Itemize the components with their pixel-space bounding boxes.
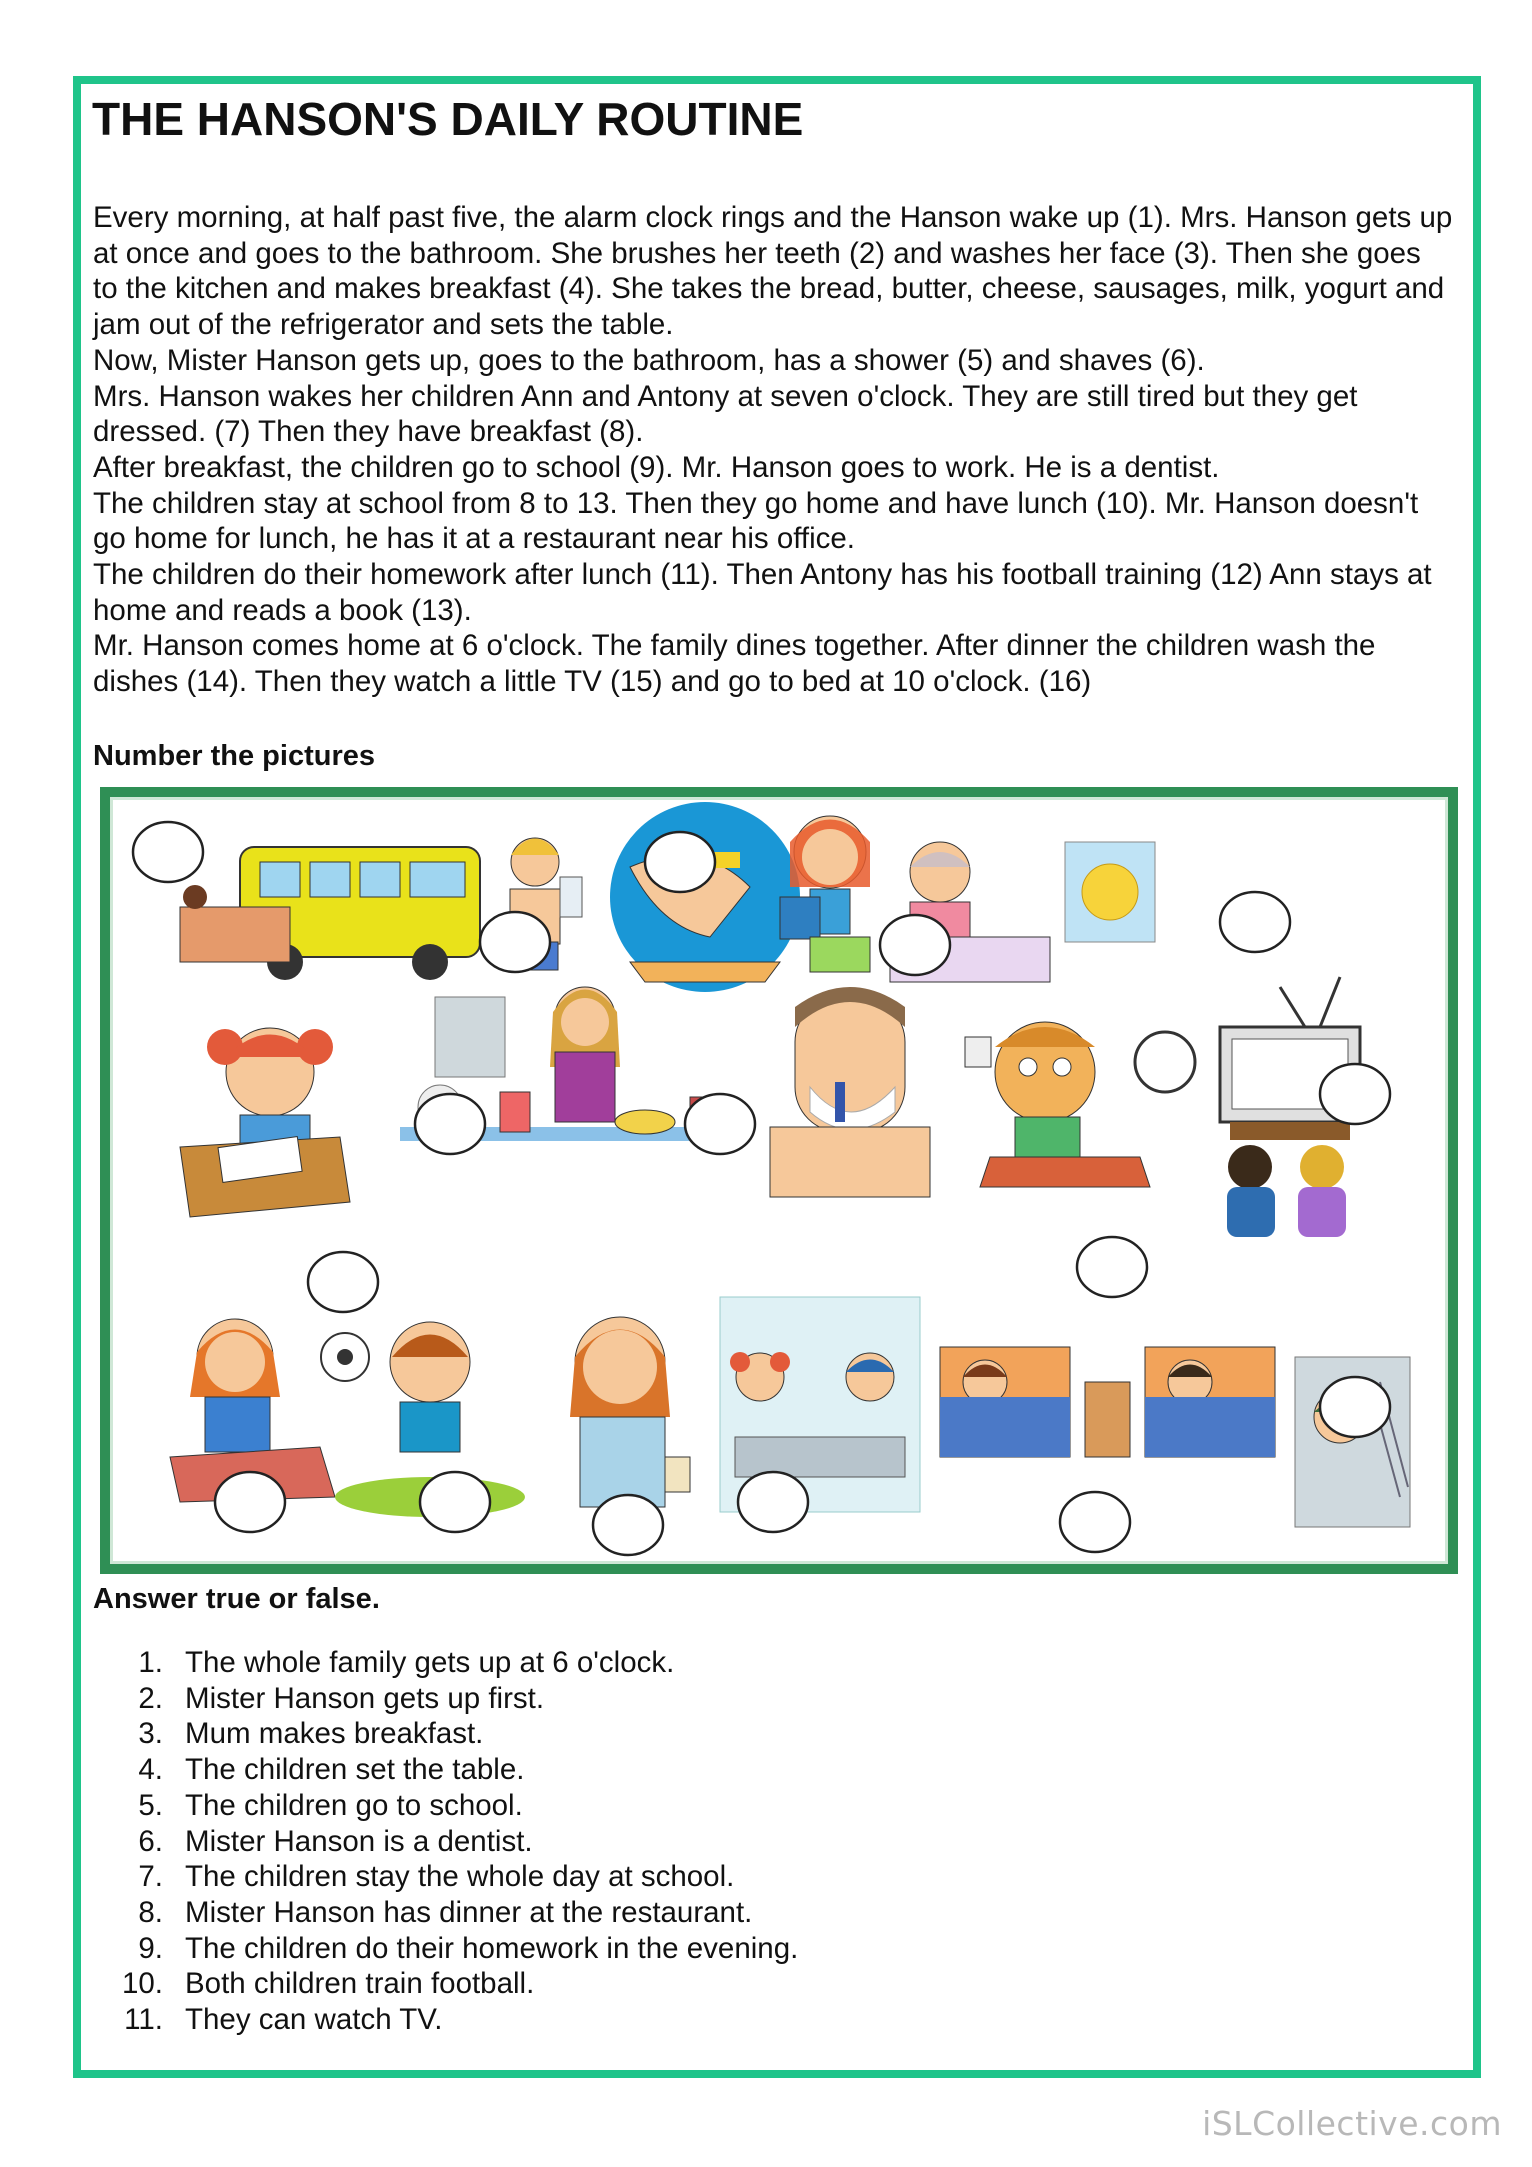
- item-number: 11.: [124, 2003, 163, 2037]
- boy-breakfast-picture: [965, 1022, 1195, 1187]
- item-number: 4.: [138, 1753, 163, 1787]
- item-number: 10.: [121, 1967, 163, 2001]
- item-text: The children set the table.: [185, 1753, 525, 1787]
- girl-homework-picture: [180, 1028, 350, 1217]
- answer-circle[interactable]: [1077, 1237, 1147, 1297]
- item-number: 3.: [138, 1717, 163, 1751]
- list-item: [93, 1645, 798, 1681]
- story-paragraph: The children do their homework after lunch (11). Then Antony has his football training (12) Ann stays at home and reads a book (13).: [93, 558, 1432, 627]
- list-item: [93, 1788, 798, 1824]
- pictures-panel: [100, 787, 1458, 1574]
- answer-circle[interactable]: [415, 1094, 485, 1154]
- school-bus-picture: [180, 847, 480, 980]
- item-number: 6.: [138, 1824, 163, 1858]
- number-pictures-heading: Number the pictures: [93, 740, 375, 772]
- item-number: 1.: [138, 1646, 163, 1679]
- story-paragraph: Mr. Hanson comes home at 6 o'clock. The family dines together. After dinner the children wash the dishes (14). Then they watch a little TV (15) and go to bed at 10 o'clock. (16): [93, 629, 1376, 699]
- answer-circle[interactable]: [1320, 1064, 1390, 1124]
- answer-circle[interactable]: [215, 1472, 285, 1532]
- list-item: [93, 1681, 798, 1717]
- statement-list: [93, 1645, 798, 2038]
- item-text: Mister Hanson gets up first.: [185, 1681, 545, 1715]
- item-number: 5.: [138, 1788, 163, 1822]
- watermark: iSLCollective.com: [1202, 2104, 1502, 2143]
- list-item: [93, 1824, 798, 1860]
- list-item: [93, 1716, 798, 1752]
- item-number: 7.: [138, 1860, 163, 1894]
- answer-circle[interactable]: [880, 915, 950, 975]
- item-number: 2.: [138, 1681, 163, 1715]
- item-number: 8.: [138, 1895, 163, 1929]
- answer-circle[interactable]: [480, 912, 550, 972]
- answer-circle[interactable]: [1320, 1377, 1390, 1437]
- item-text: Mister Hanson has dinner at the restaurant.: [185, 1895, 753, 1929]
- answer-circle[interactable]: [645, 832, 715, 892]
- item-text: Both children train football.: [185, 1967, 535, 2001]
- story-paragraph: After breakfast, the children go to school (9). Mr. Hanson goes to work. He is a dentist.: [93, 450, 1220, 484]
- answer-circle[interactable]: [308, 1252, 378, 1312]
- story-text: [93, 200, 1453, 700]
- answer-circle[interactable]: [133, 822, 203, 882]
- item-number: 9.: [138, 1931, 163, 1965]
- story-paragraph: Mrs. Hanson wakes her children Ann and Antony at seven o'clock. They are still tired but they get dressed. (7) Then they have breakfast (8).: [93, 379, 1358, 449]
- list-item: [93, 2002, 798, 2038]
- kids-in-bed-picture: [940, 1347, 1275, 1457]
- list-item: [93, 1752, 798, 1788]
- pictures-illustration: [110, 797, 1448, 1564]
- true-false-heading: Answer true or false.: [93, 1583, 380, 1615]
- man-shaving-picture: [770, 987, 930, 1197]
- answer-circle[interactable]: [685, 1094, 755, 1154]
- answer-circle[interactable]: [420, 1472, 490, 1532]
- woman-washing-face-picture: [610, 802, 800, 992]
- item-text: Mister Hanson is a dentist.: [185, 1824, 533, 1858]
- woman-brushing-teeth-picture: [570, 1317, 690, 1507]
- item-text: They can watch TV.: [185, 2003, 443, 2037]
- list-item: [93, 1966, 798, 2002]
- list-item: [93, 1895, 798, 1931]
- story-paragraph: Now, Mister Hanson gets up, goes to the bathroom, has a shower (5) and shaves (6).: [93, 343, 1205, 377]
- item-text: Mum makes breakfast.: [185, 1717, 484, 1751]
- item-text: The whole family gets up at 6 o'clock.: [185, 1646, 675, 1679]
- answer-circle[interactable]: [1220, 892, 1290, 952]
- page-title: THE HANSON'S DAILY ROUTINE: [92, 93, 804, 145]
- item-text: The children stay the whole day at school.: [185, 1860, 735, 1894]
- item-text: The children do their homework in the evening.: [185, 1931, 799, 1965]
- item-text: The children go to school.: [185, 1788, 523, 1822]
- answer-circle[interactable]: [593, 1495, 663, 1555]
- answer-circle[interactable]: [738, 1472, 808, 1532]
- list-item: [93, 1859, 798, 1895]
- answer-circle[interactable]: [1060, 1492, 1130, 1552]
- story-paragraph: The children stay at school from 8 to 13. Then they go home and have lunch (10). Mr. Hanson doesn't go home for lunch, he has it at a restaurant near his office.: [93, 486, 1419, 556]
- list-item: [93, 1931, 798, 1967]
- story-paragraph: Every morning, at half past five, the alarm clock rings and the Hanson wake up (1). Mrs. Hanson gets up at once and goes to the bathroom. She brushes her teeth (2) and washes her face (3). Then she goes to the kitchen and makes breakfast (4). She takes the bread, butter, cheese, sausages, milk, yogurt and jam out of the refrigerator and sets the table.: [93, 201, 1453, 342]
